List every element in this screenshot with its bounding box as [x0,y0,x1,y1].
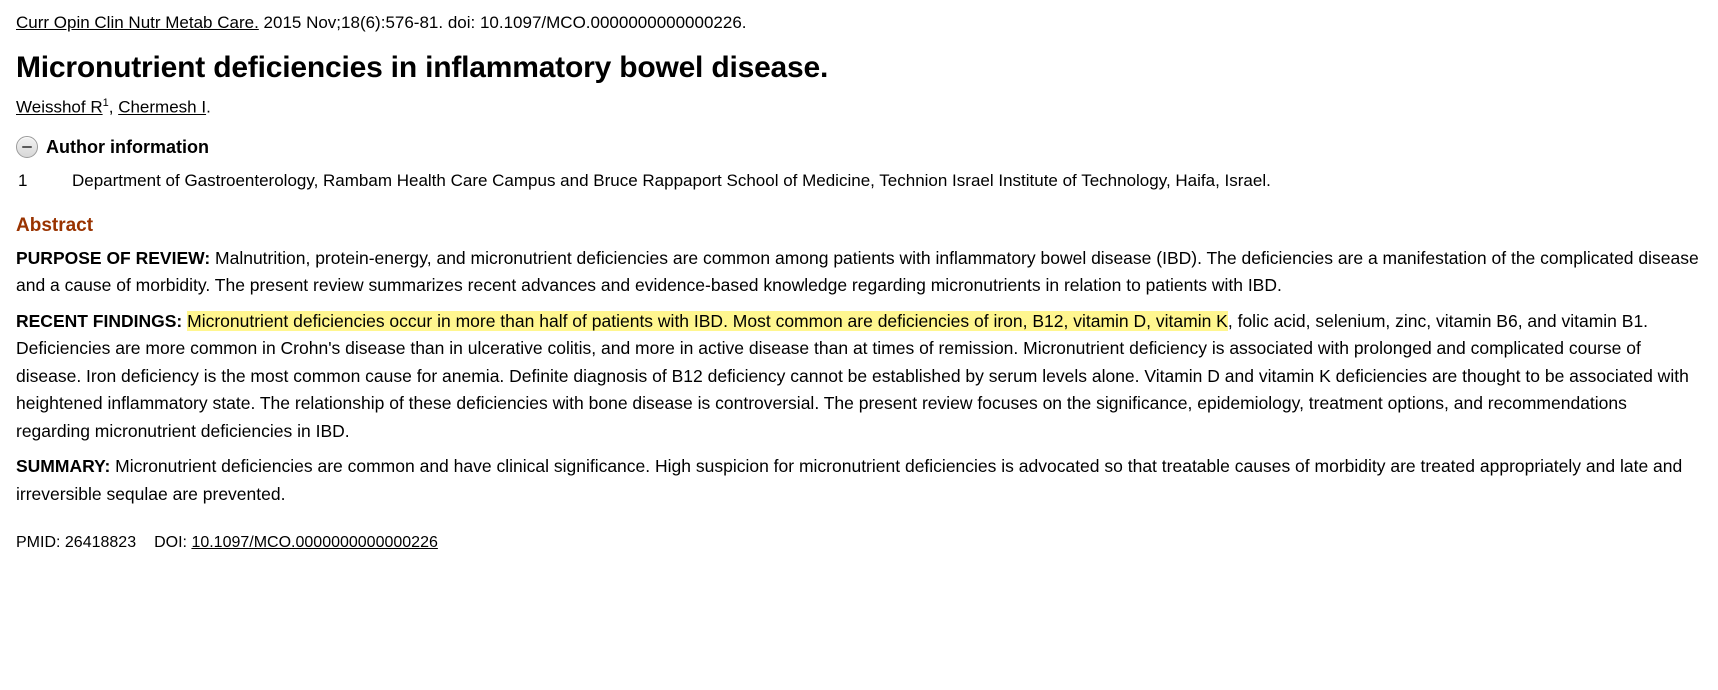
author-link-1[interactable]: Weisshof R [16,98,103,118]
affiliation-text: Department of Gastroenterology, Rambam Health Care Campus and Bruce Rappaport School of Medicine, Technion Israel Institute of Technology, Haifa, Israel. [72,171,1271,191]
journal-link[interactable]: Curr Opin Clin Nutr Metab Care. [16,13,259,32]
affiliation-row [16,170,1702,193]
abstract-summary-paragraph [16,453,1702,508]
page-title: Micronutrient deficiencies in inflammatory bowel disease. [16,50,829,84]
author-affiliation-marker: 1 [102,97,109,110]
purpose-label: PURPOSE OF REVIEW: [16,247,211,268]
abstract-purpose-paragraph [16,245,1702,300]
minus-circle-icon[interactable] [16,136,38,158]
pmid-label: PMID: [16,534,61,552]
identifier-row [16,534,1702,552]
doi-label: DOI: [154,534,187,552]
abstract-heading: Abstract [16,214,94,236]
abstract-findings-paragraph [16,308,1702,445]
citation-line [16,12,1702,35]
summary-text: Micronutrient deficiencies are common and have clinical significance. High suspicion for micronutrient deficiencies is advocated so that treatable causes of morbidity are treated appropriately and late and irreversible sequlae are prevented. [16,456,1683,504]
pmid-value: 26418823 [64,534,137,552]
author-list [16,96,1702,120]
findings-text: , folic acid, selenium, zinc, vitamin B6, and vitamin B1. Deficiencies are more common in Crohn's disease than in ulcerative colitis, and more in active disease than at times of remission. Micronutrient deficiency is associated with prolonged and complicated course of disease. Iron deficiency is the most common cause for anemia. Definite diagnosis of B12 deficiency cannot be established by serum levels alone. Vitamin D and vitamin K deficiencies are thought to be associated with heightened inflammatory state. The relationship of these deficiencies with bone disease is controversial. The present review focuses on the significance, epidemiology, treatment options, and recommendations regarding micronutrient deficiencies in IBD. [16,310,1689,441]
doi-link[interactable]: 10.1097/MCO.0000000000000226 [191,534,438,552]
author-separator: , [108,98,119,118]
citation-details: 2015 Nov;18(6):576-81. doi: 10.1097/MCO.0000000000000226. [258,13,747,32]
author-information-toggle-row[interactable] [16,136,1702,158]
author-list-end: . [206,98,211,118]
summary-label: SUMMARY: [16,456,111,477]
findings-label: RECENT FINDINGS: [16,310,183,331]
purpose-text: Malnutrition, protein-energy, and micronutrient deficiencies are common among patients with inflammatory bowel disease (IBD). The deficiencies are a manifestation of the complicated disease and a cause of morbidity. The present review summarizes recent advances and evidence-based knowledge regarding micronutrients in relation to patients with IBD. [16,247,1699,296]
author-information-label: Author information [46,136,209,157]
highlighted-text: Micronutrient deficiencies occur in more than half of patients with IBD. Most common are deficiencies of iron, B12, vitamin D, vitamin K [187,310,1228,331]
affiliation-number: 1 [18,171,28,191]
minus-bar [22,146,32,148]
author-link-2[interactable]: Chermesh I [118,98,207,118]
